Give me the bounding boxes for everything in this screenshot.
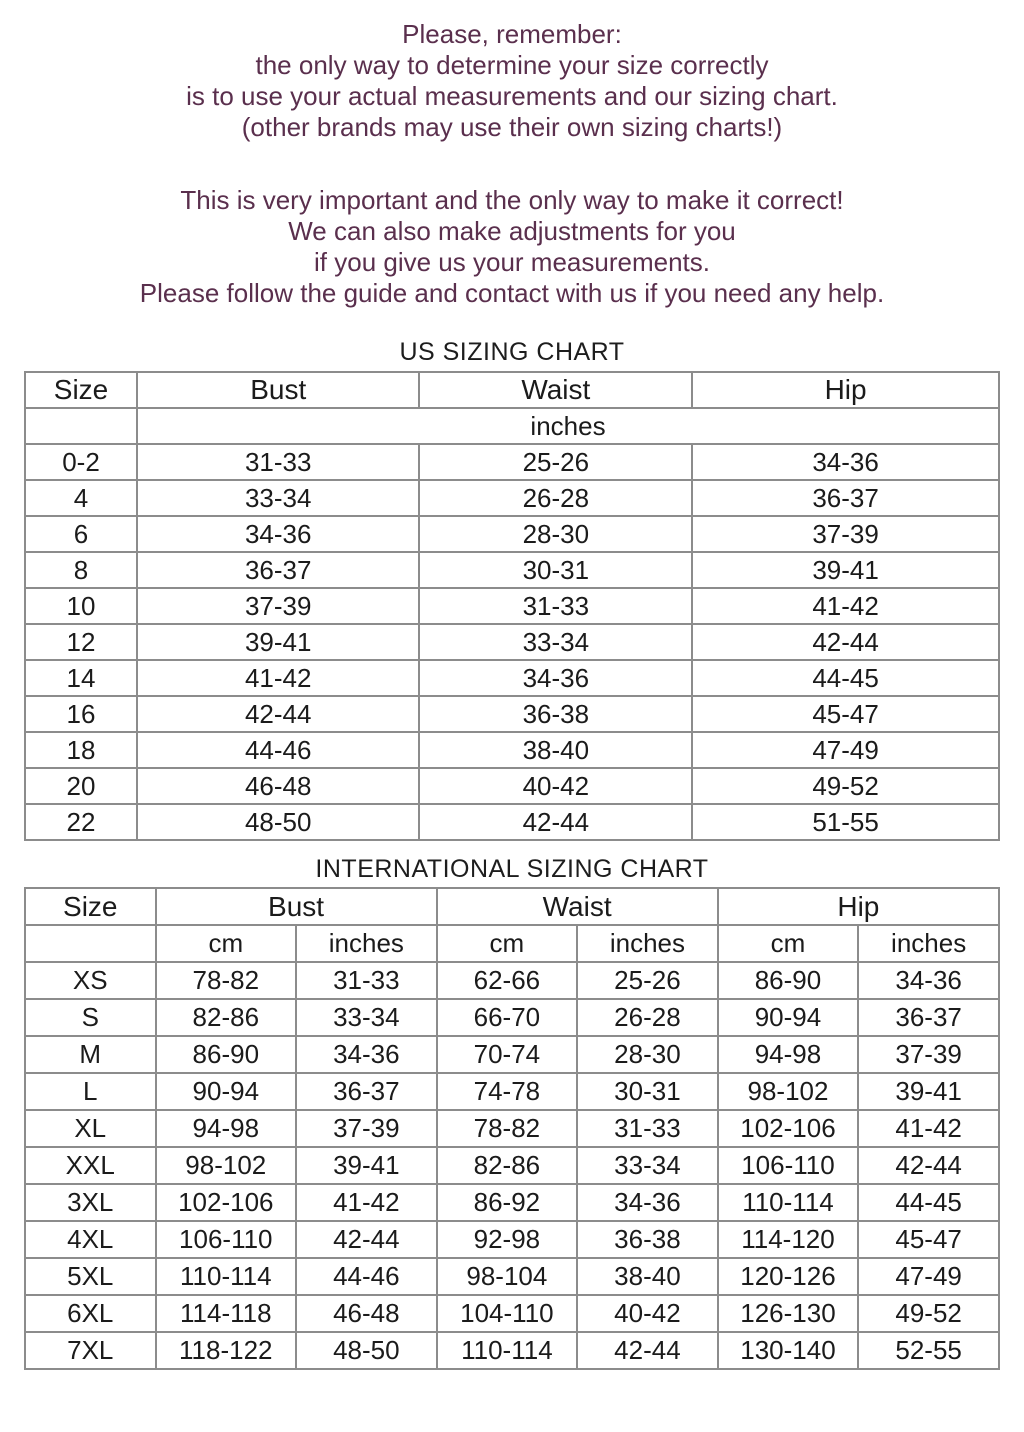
size-cell: 20 [25, 768, 137, 804]
value-cell: 42-44 [858, 1147, 999, 1184]
intl-data-row [25, 1073, 999, 1110]
value-cell: 62-66 [437, 962, 578, 999]
size-cell: 10 [25, 588, 137, 624]
value-cell: 41-42 [692, 588, 999, 624]
intro-line: the only way to determine your size correctly [255, 50, 769, 80]
column-header: Size [25, 372, 137, 408]
value-cell: 114-118 [156, 1295, 297, 1332]
value-cell: 110-114 [718, 1184, 859, 1221]
value-cell: 102-106 [718, 1110, 859, 1147]
value-cell: 70-74 [437, 1036, 578, 1073]
value-cell: 34-36 [577, 1184, 718, 1221]
empty-cell [25, 408, 137, 444]
size-cell: 6XL [25, 1295, 156, 1332]
size-cell: 14 [25, 660, 137, 696]
value-cell: 40-42 [577, 1295, 718, 1332]
us-data-row [25, 480, 999, 516]
value-cell: 86-92 [437, 1184, 578, 1221]
value-cell: 34-36 [137, 516, 419, 552]
us-data-row [25, 588, 999, 624]
value-cell: 44-46 [137, 732, 419, 768]
value-cell: 33-34 [577, 1147, 718, 1184]
value-cell: 34-36 [858, 962, 999, 999]
unit-cell: cm [156, 925, 297, 962]
size-cell: 18 [25, 732, 137, 768]
intl-data-row [25, 1184, 999, 1221]
us-data-row [25, 660, 999, 696]
value-cell: 126-130 [718, 1295, 859, 1332]
value-cell: 36-37 [858, 999, 999, 1036]
size-cell: 8 [25, 552, 137, 588]
value-cell: 44-45 [858, 1184, 999, 1221]
value-cell: 102-106 [156, 1184, 297, 1221]
value-cell: 78-82 [156, 962, 297, 999]
value-cell: 114-120 [718, 1221, 859, 1258]
intl-data-row [25, 1295, 999, 1332]
unit-cell: cm [437, 925, 578, 962]
us-data-row [25, 516, 999, 552]
value-cell: 30-31 [419, 552, 692, 588]
us-data-row [25, 696, 999, 732]
column-header: Hip [692, 372, 999, 408]
value-cell: 36-37 [692, 480, 999, 516]
value-cell: 44-45 [692, 660, 999, 696]
column-header: Bust [156, 888, 437, 925]
value-cell: 36-38 [419, 696, 692, 732]
size-cell: 12 [25, 624, 137, 660]
value-cell: 34-36 [419, 660, 692, 696]
us-unit-row [25, 408, 999, 444]
value-cell: 86-90 [156, 1036, 297, 1073]
intro-line: Please, remember: [402, 19, 622, 49]
us-data-row [25, 732, 999, 768]
unit-cell: inches [858, 925, 999, 962]
us-data-row [25, 768, 999, 804]
value-cell: 98-104 [437, 1258, 578, 1295]
intl-sizing-table [24, 887, 1000, 1370]
value-cell: 46-48 [137, 768, 419, 804]
value-cell: 42-44 [577, 1332, 718, 1369]
intl-data-row [25, 1221, 999, 1258]
intl-data-row [25, 1332, 999, 1369]
value-cell: 33-34 [419, 624, 692, 660]
value-cell: 45-47 [858, 1221, 999, 1258]
value-cell: 90-94 [718, 999, 859, 1036]
us-data-row [25, 624, 999, 660]
us-chart-title: US SIZING CHART [399, 338, 625, 366]
value-cell: 26-28 [419, 480, 692, 516]
size-cell: L [25, 1073, 156, 1110]
intro-line: if you give us your measurements. [314, 247, 710, 277]
value-cell: 45-47 [692, 696, 999, 732]
intro-line: This is very important and the only way to make it correct! [180, 185, 844, 215]
value-cell: 49-52 [692, 768, 999, 804]
value-cell: 33-34 [296, 999, 437, 1036]
value-cell: 28-30 [419, 516, 692, 552]
value-cell: 44-46 [296, 1258, 437, 1295]
us-header-row [25, 372, 999, 408]
value-cell: 40-42 [419, 768, 692, 804]
value-cell: 41-42 [296, 1184, 437, 1221]
value-cell: 74-78 [437, 1073, 578, 1110]
value-cell: 104-110 [437, 1295, 578, 1332]
empty-cell [25, 925, 156, 962]
value-cell: 82-86 [156, 999, 297, 1036]
value-cell: 38-40 [419, 732, 692, 768]
size-cell: XXL [25, 1147, 156, 1184]
value-cell: 90-94 [156, 1073, 297, 1110]
value-cell: 33-34 [137, 480, 419, 516]
value-cell: 28-30 [577, 1036, 718, 1073]
value-cell: 46-48 [296, 1295, 437, 1332]
intl-data-row [25, 999, 999, 1036]
intl-data-row [25, 1110, 999, 1147]
size-cell: 6 [25, 516, 137, 552]
size-cell: 22 [25, 804, 137, 840]
value-cell: 39-41 [692, 552, 999, 588]
size-cell: M [25, 1036, 156, 1073]
value-cell: 39-41 [137, 624, 419, 660]
value-cell: 31-33 [419, 588, 692, 624]
size-cell: XL [25, 1110, 156, 1147]
size-cell: S [25, 999, 156, 1036]
value-cell: 98-102 [718, 1073, 859, 1110]
value-cell: 26-28 [577, 999, 718, 1036]
value-cell: 37-39 [692, 516, 999, 552]
unit-cell: cm [718, 925, 859, 962]
value-cell: 130-140 [718, 1332, 859, 1369]
value-cell: 47-49 [692, 732, 999, 768]
size-cell: XS [25, 962, 156, 999]
value-cell: 86-90 [718, 962, 859, 999]
value-cell: 31-33 [577, 1110, 718, 1147]
value-cell: 37-39 [296, 1110, 437, 1147]
intl-header-row [25, 888, 999, 925]
value-cell: 42-44 [137, 696, 419, 732]
value-cell: 49-52 [858, 1295, 999, 1332]
value-cell: 34-36 [692, 444, 999, 480]
column-header: Waist [419, 372, 692, 408]
column-header: Hip [718, 888, 999, 925]
value-cell: 78-82 [437, 1110, 578, 1147]
column-header: Waist [437, 888, 718, 925]
size-cell: 4 [25, 480, 137, 516]
value-cell: 37-39 [137, 588, 419, 624]
intl-data-row [25, 1036, 999, 1073]
size-cell: 0-2 [25, 444, 137, 480]
value-cell: 36-37 [137, 552, 419, 588]
us-data-row [25, 804, 999, 840]
value-cell: 30-31 [577, 1073, 718, 1110]
value-cell: 94-98 [718, 1036, 859, 1073]
size-cell: 3XL [25, 1184, 156, 1221]
value-cell: 51-55 [692, 804, 999, 840]
intro-note [0, 0, 1024, 309]
value-cell: 106-110 [156, 1221, 297, 1258]
value-cell: 31-33 [296, 962, 437, 999]
column-header: Size [25, 888, 156, 925]
size-cell: 7XL [25, 1332, 156, 1369]
value-cell: 106-110 [718, 1147, 859, 1184]
value-cell: 52-55 [858, 1332, 999, 1369]
value-cell: 39-41 [296, 1147, 437, 1184]
unit-cell: inches [577, 925, 718, 962]
value-cell: 42-44 [296, 1221, 437, 1258]
size-cell: 4XL [25, 1221, 156, 1258]
column-header: Bust [137, 372, 419, 408]
value-cell: 98-102 [156, 1147, 297, 1184]
intl-unit-row [25, 925, 999, 962]
unit-cell: inches [296, 925, 437, 962]
value-cell: 48-50 [296, 1332, 437, 1369]
value-cell: 41-42 [858, 1110, 999, 1147]
value-cell: 34-36 [296, 1036, 437, 1073]
value-cell: 66-70 [437, 999, 578, 1036]
value-cell: 39-41 [858, 1073, 999, 1110]
intro-line: is to use your actual measurements and our sizing chart. [186, 81, 838, 111]
intro-paragraph-2 [0, 185, 1024, 309]
value-cell: 110-114 [156, 1258, 297, 1295]
us-data-row [25, 444, 999, 480]
value-cell: 42-44 [692, 624, 999, 660]
value-cell: 36-37 [296, 1073, 437, 1110]
value-cell: 37-39 [858, 1036, 999, 1073]
intro-paragraph-1 [0, 19, 1024, 143]
value-cell: 42-44 [419, 804, 692, 840]
intl-chart-title: INTERNATIONAL SIZING CHART [315, 855, 709, 883]
value-cell: 82-86 [437, 1147, 578, 1184]
intl-data-row [25, 1258, 999, 1295]
value-cell: 25-26 [419, 444, 692, 480]
size-cell: 5XL [25, 1258, 156, 1295]
value-cell: 25-26 [577, 962, 718, 999]
value-cell: 118-122 [156, 1332, 297, 1369]
us-data-row [25, 552, 999, 588]
value-cell: 110-114 [437, 1332, 578, 1369]
value-cell: 38-40 [577, 1258, 718, 1295]
size-cell: 16 [25, 696, 137, 732]
value-cell: 31-33 [137, 444, 419, 480]
us-sizing-table [24, 371, 1000, 841]
intl-data-row [25, 962, 999, 999]
intro-line: Please follow the guide and contact with us if you need any help. [139, 278, 885, 308]
value-cell: 48-50 [137, 804, 419, 840]
value-cell: 92-98 [437, 1221, 578, 1258]
intro-line: We can also make adjustments for you [288, 216, 736, 246]
intro-line: (other brands may use their own sizing charts!) [241, 112, 783, 142]
value-cell: 41-42 [137, 660, 419, 696]
value-cell: 94-98 [156, 1110, 297, 1147]
value-cell: 36-38 [577, 1221, 718, 1258]
value-cell: 120-126 [718, 1258, 859, 1295]
intl-data-row [25, 1147, 999, 1184]
value-cell: 47-49 [858, 1258, 999, 1295]
unit-cell: inches [137, 408, 999, 444]
